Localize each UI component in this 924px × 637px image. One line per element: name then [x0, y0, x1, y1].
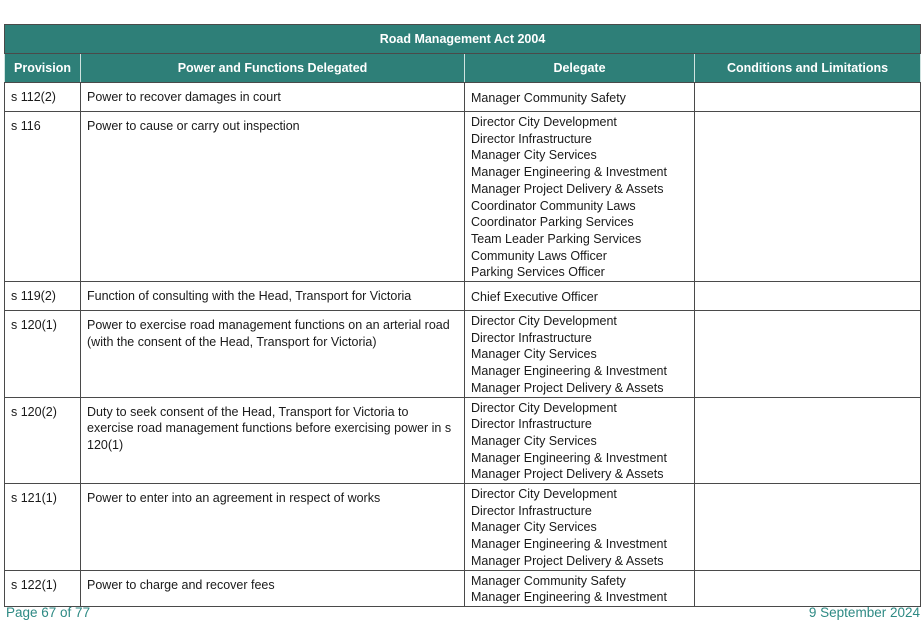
- provision-cell: s 119(2): [5, 282, 81, 311]
- power-cell: Power to exercise road management functions on an arterial road (with the consent of the Head, Transport for Victoria): [81, 311, 465, 398]
- delegate-cell: [465, 570, 695, 606]
- provision-cell: s 116: [5, 112, 81, 282]
- table-title: Road Management Act 2004: [5, 25, 921, 54]
- delegate-item: Manager City Services: [471, 520, 597, 535]
- delegate-item: Director Infrastructure: [471, 131, 592, 146]
- header-delegate: Delegate: [465, 54, 695, 83]
- delegate-item: Manager Project Delivery & Assets: [471, 553, 664, 568]
- delegate-item: Manager Project Delivery & Assets: [471, 380, 664, 395]
- conditions-cell: [695, 112, 921, 282]
- delegate-item: Manager Project Delivery & Assets: [471, 181, 664, 196]
- table-row: [5, 397, 921, 484]
- conditions-cell: [695, 282, 921, 311]
- delegate-item: Manager City Services: [471, 148, 597, 163]
- delegation-table: [4, 24, 921, 607]
- power-cell: Power to recover damages in court: [81, 83, 465, 112]
- delegate-item: Director City Development: [471, 400, 617, 415]
- conditions-cell: [695, 484, 921, 571]
- delegate-item: Manager Project Delivery & Assets: [471, 467, 664, 482]
- delegate-cell: [465, 282, 695, 311]
- delegate-item: Manager Community Safety: [471, 573, 626, 588]
- table-row: [5, 282, 921, 311]
- delegate-item: Manager Engineering & Investment: [471, 165, 667, 180]
- provision-cell: s 112(2): [5, 83, 81, 112]
- provision-cell: s 120(2): [5, 397, 81, 484]
- header-conditions: Conditions and Limitations: [695, 54, 921, 83]
- delegate-item: Director City Development: [471, 487, 617, 502]
- delegate-item: Director Infrastructure: [471, 417, 592, 432]
- provision-cell: s 121(1): [5, 484, 81, 571]
- delegate-item: Team Leader Parking Services: [471, 231, 642, 246]
- delegate-item: Manager City Services: [471, 433, 597, 448]
- delegate-item: Chief Executive Officer: [471, 290, 598, 305]
- delegate-item: Director City Development: [471, 314, 617, 329]
- delegate-item: Manager Engineering & Investment: [471, 537, 667, 552]
- delegate-cell: [465, 484, 695, 571]
- table-row: [5, 311, 921, 398]
- header-provision: Provision: [5, 54, 81, 83]
- power-cell: Power to cause or carry out inspection: [81, 112, 465, 282]
- delegate-item: Director Infrastructure: [471, 503, 592, 518]
- delegate-item: Manager Engineering & Investment: [471, 364, 667, 379]
- conditions-cell: [695, 83, 921, 112]
- delegate-item: Community Laws Officer: [471, 248, 607, 263]
- delegate-item: Coordinator Parking Services: [471, 215, 634, 230]
- provision-cell: s 120(1): [5, 311, 81, 398]
- power-cell: Function of consulting with the Head, Transport for Victoria: [81, 282, 465, 311]
- delegate-item: Manager Engineering & Investment: [471, 590, 667, 605]
- conditions-cell: [695, 397, 921, 484]
- delegate-item: Manager City Services: [471, 347, 597, 362]
- table-row: [5, 83, 921, 112]
- delegate-item: Manager Engineering & Investment: [471, 450, 667, 465]
- conditions-cell: [695, 311, 921, 398]
- delegate-cell: [465, 311, 695, 398]
- page-number: Page 67 of 77: [6, 605, 91, 620]
- delegate-item: Coordinator Community Laws: [471, 198, 636, 213]
- document-date: 9 September 2024: [808, 605, 920, 620]
- table-row: [5, 570, 921, 606]
- delegate-cell: [465, 83, 695, 112]
- header-power: Power and Functions Delegated: [81, 54, 465, 83]
- power-cell: Duty to seek consent of the Head, Transport for Victoria to exercise road management functions before exercising power in s 120(1): [81, 397, 465, 484]
- table-row: [5, 112, 921, 282]
- provision-cell: s 122(1): [5, 570, 81, 606]
- power-cell: Power to enter into an agreement in respect of works: [81, 484, 465, 571]
- delegate-cell: [465, 397, 695, 484]
- delegate-item: Manager Community Safety: [471, 91, 626, 105]
- delegate-cell: [465, 112, 695, 282]
- power-cell: Power to charge and recover fees: [81, 570, 465, 606]
- delegate-item: Director Infrastructure: [471, 330, 592, 345]
- table-row: [5, 484, 921, 571]
- delegate-item: Director City Development: [471, 115, 617, 129]
- delegate-item: Parking Services Officer: [471, 265, 605, 280]
- conditions-cell: [695, 570, 921, 606]
